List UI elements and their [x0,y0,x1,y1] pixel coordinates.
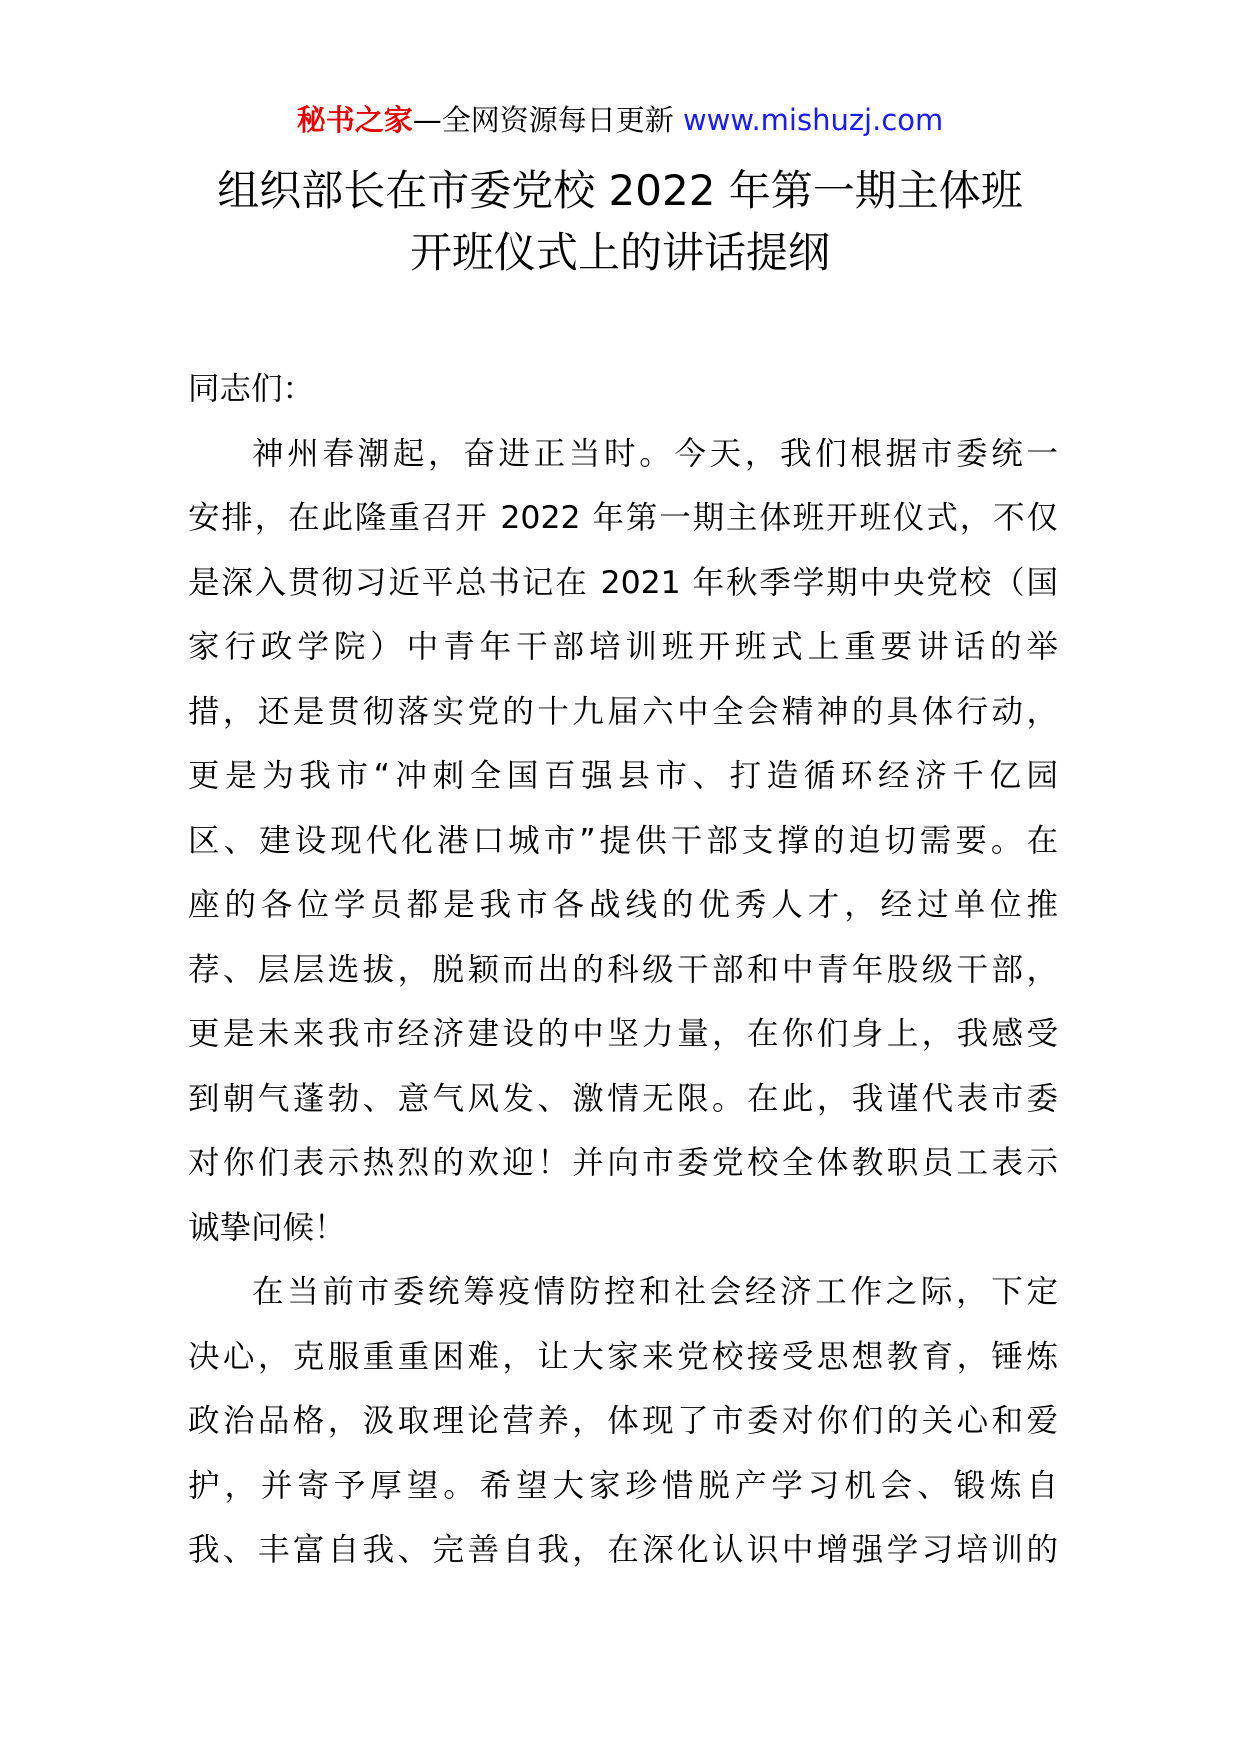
text-line: 措，还是贯彻落实党的十九届六中全会精神的具体行动， [188,693,1058,730]
text-line: 区、建设现代化港口城市”提供干部支撑的迫切需要。在 [188,822,1058,859]
paragraph-1 [188,422,1058,1261]
text-line: 在当前市委统筹疫情防控和社会经济工作之际，下定 [252,1274,1058,1310]
text-line: 神州春潮起，奋进正当时。今天，我们根据市委统一 [252,435,1058,472]
text-line: 荐、层层选拔，脱颖而出的科级干部和中青年股级干部， [188,951,1058,988]
document-body [188,357,1058,1583]
site-url-link[interactable]: www.mishuzj.com [682,103,944,137]
text-line: 家行政学院）中青年干部培训班开班式上重要讲话的举 [188,629,1058,665]
title-line-2: 开班仪式上的讲话提纲 [409,228,830,277]
text-line: 我、丰富自我、完善自我，在深化认识中增强学习培训的 [188,1532,1058,1568]
brand-name: 秘书之家 [296,103,413,137]
text-line: 诚挚问候！ [188,1209,346,1246]
salutation: 同志们： [188,371,315,407]
text-line: 更是未来我市经济建设的中坚力量，在你们身上，我感受 [188,1016,1058,1052]
text-line: 决心，克服重重困难，让大家来党校接受思想教育，锤炼 [188,1338,1058,1375]
text-line: 安排，在此隆重召开 2022 年第一期主体班开班仪式，不仅 [188,500,1058,536]
text-line: 更是为我市“冲刺全国百强县市、打造循环经济千亿园 [188,758,1058,794]
text-line: 座的各位学员都是我市各战线的优秀人才，经过单位推 [188,887,1058,923]
text-line: 对你们表示热烈的欢迎！并向市委党校全体教职员工表示 [188,1145,1058,1181]
header-tagline: —全网资源每日更新 [412,103,674,137]
paragraph-2 [188,1260,1058,1583]
site-header [0,100,1240,140]
text-line: 政治品格，汲取理论营养，体现了市委对你们的关心和爱 [188,1403,1058,1439]
text-line: 护，并寄予厚望。希望大家珍惜脱产学习机会、锻炼自 [188,1467,1058,1504]
text-line: 到朝气蓬勃、意气风发、激情无限。在此，我谨代表市委 [188,1080,1058,1117]
text-line: 是深入贯彻习近平总书记在 2021 年秋季学期中央党校（国 [188,564,1058,601]
title-line-1: 组织部长在市委党校 2022 年第一期主体班 [217,166,1023,215]
document-title [150,160,1090,284]
